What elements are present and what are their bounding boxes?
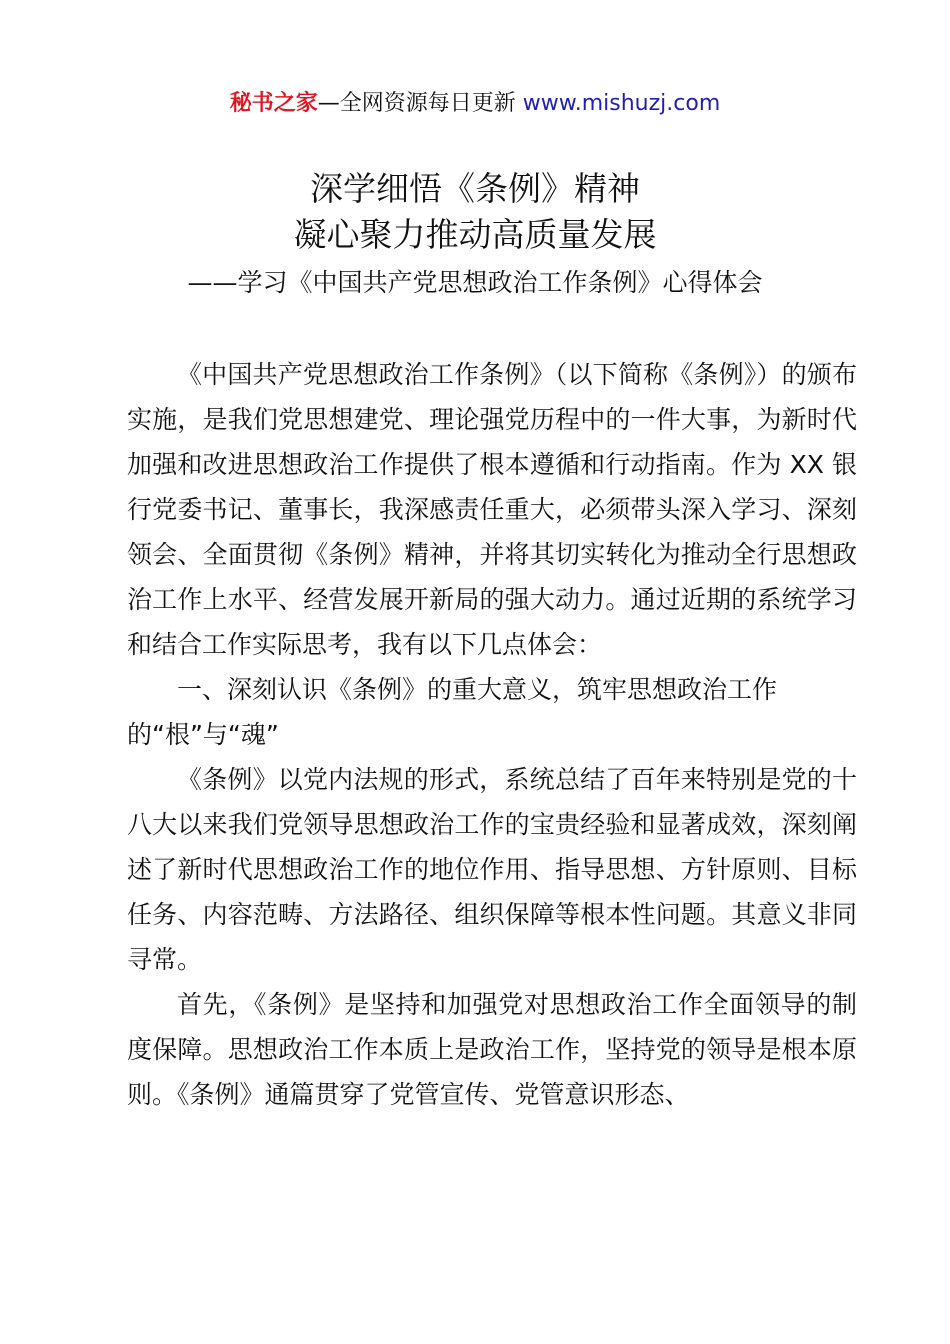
site-url-link[interactable]: www.mishuzj.com (522, 91, 721, 116)
document-subtitle: ——学习《中国共产党思想政治工作条例》心得体会 (187, 268, 763, 297)
section-1-heading: 一、深刻认识《条例》的重大意义，筑牢思想政治工作的“根”与“魂” (127, 675, 778, 749)
intro-paragraph: 《中国共产党思想政治工作条例》（以下简称《条例》）的颁布实施，是我们党思想建党、理论强党历程中的一件大事，为新时代加强和改进思想政治工作提供了根本遵循和行动指南。作为 XX 银行党委书记、董事长，我深感责任重大，必须带头深入学习、深刻领会、全面贯彻《条例》精神，并将其切实转化为推动全行思想政治工作上水平、经营发展开新局的强大动力。通过近期的系统学习和结合工作实际思考，我有以下几点体会： (127, 360, 857, 659)
section-1-paragraph-1: 《条例》以党内法规的形式，系统总结了百年来特别是党的十八大以来我们党领导思想政治工作的宝贵经验和显著成效，深刻阐述了新时代思想政治工作的地位作用、指导思想、方针原则、目标任务、内容范畴、方法路径、组织保障等根本性问题。其意义非同寻常。 (127, 765, 857, 974)
document-body (127, 352, 857, 1117)
document-title-line-1: 深学细悟《条例》精神 (310, 169, 640, 208)
site-tagline: —全网资源每日更新 (317, 91, 523, 116)
site-brand: 秘书之家 (229, 91, 318, 116)
section-1-paragraph-2: 首先，《条例》是坚持和加强党对思想政治工作全面领导的制度保障。思想政治工作本质上是政治工作，坚持党的领导是根本原则。《条例》通篇贯穿了党管宣传、党管意识形态、 (127, 990, 857, 1109)
document-title-line-2: 凝心聚力推动高质量发展 (293, 215, 657, 254)
site-header (0, 88, 950, 120)
